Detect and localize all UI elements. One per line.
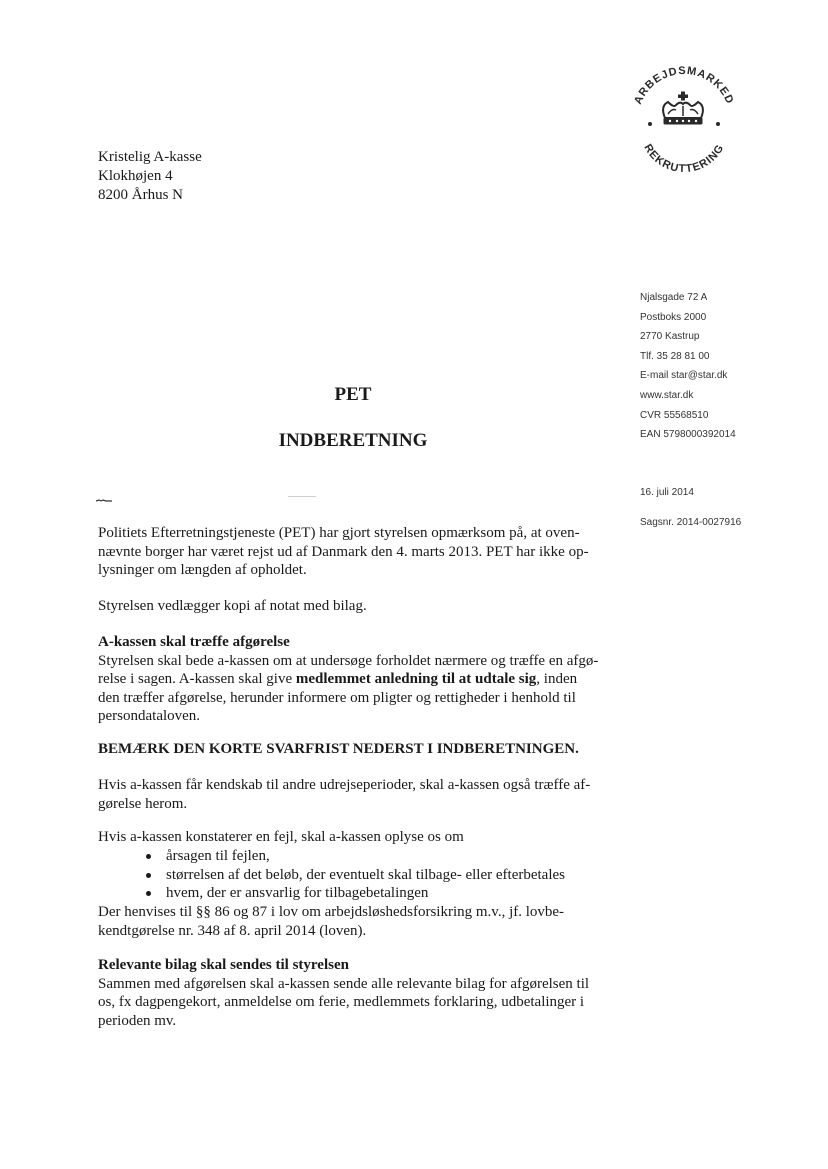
recipient-address	[98, 148, 202, 205]
decision-emphasis: medlemmet anledning til at udtale sig	[295, 671, 537, 687]
recipient-city: 8200 Århus N	[98, 187, 183, 203]
decision-line-2	[98, 670, 618, 689]
seal-top-text: ARBEJDSMARKED	[632, 64, 736, 107]
bullet-icon	[146, 873, 151, 878]
decision-line-1: Styrelsen skal bede a-kassen om at undersøge forholdet nærmere og træffe en afgø-	[98, 652, 599, 669]
intro-line-2: nævnte borger har været rejst ud af Danmark den 4. marts 2013. PET har ikke op-	[98, 543, 589, 560]
sender-postal: 2770 Kastrup	[640, 331, 700, 343]
decision-line-2-pre: relse i sagen. A-kassen skal give	[98, 671, 296, 687]
decision-section	[98, 633, 618, 726]
intro-paragraph	[98, 524, 618, 580]
attachments-section	[98, 956, 618, 1030]
deadline-warning: BEMÆRK DEN KORTE SVARFRIST NEDERST I INDBERETNINGEN.	[98, 741, 579, 757]
recipient-street: Klokhøjen 4	[98, 168, 173, 184]
attachments-line-1: Sammen med afgørelsen skal a-kassen sende alle relevante bilag for afgørelsen til	[98, 975, 590, 992]
attachments-line-3: perioden mv.	[98, 1012, 177, 1029]
other-periods-line-1: Hvis a-kassen får kendskab til andre udrejseperioder, skal a-kassen også træffe af-	[98, 777, 591, 793]
attachments-heading: Relevante bilag skal sendes til styrelsen	[98, 957, 349, 973]
recipient-name: Kristelig A-kasse	[98, 149, 202, 165]
scan-artifact-line	[288, 496, 316, 497]
seal-bottom-text: REKRUTTERING	[641, 142, 727, 176]
crown-seal-icon	[622, 58, 746, 182]
list-item: størrelsen af det beløb, der eventuelt skal tilbage- eller efterbetales	[98, 866, 618, 885]
sender-address: Njalsgade 72 A	[640, 292, 708, 303]
other-periods-paragraph	[98, 776, 618, 813]
list-item: årsagen til fejlen,	[98, 847, 618, 866]
sender-contact-block	[640, 288, 810, 528]
sender-email: E-mail star@star.dk	[640, 370, 728, 382]
list-item: hvem, der er ansvarlig for tilbagebetalingen	[98, 884, 618, 903]
sender-cvr: CVR 55568510	[640, 409, 709, 421]
case-number: Sagsnr. 2014-0027916	[640, 517, 742, 528]
decision-line-3: den træffer afgørelse, herunder informere om pligter og rettigheder i henhold til	[98, 689, 576, 706]
intro-line-3: lysninger om længden af opholdet.	[98, 562, 307, 578]
sender-pobox: Postboks 2000	[640, 311, 707, 323]
error-bullet-list	[98, 847, 618, 903]
intro-line-1: Politiets Efterretningstjeneste (PET) har gjort styrelsen opmærksom på, at oven-	[98, 525, 580, 541]
error-intro: Hvis a-kassen konstaterer en fejl, skal a-kassen oplyse os om	[98, 829, 464, 845]
attachment-note: Styrelsen vedlægger kopi af notat med bilag.	[98, 598, 367, 614]
decision-heading: A-kassen skal træffe afgørelse	[98, 634, 290, 650]
legal-reference	[98, 903, 618, 940]
bullet-icon	[146, 854, 151, 859]
other-periods-line-2: gørelse herom.	[98, 795, 188, 812]
sender-website: www.star.dk	[640, 389, 694, 401]
decision-line-4: persondataloven.	[98, 708, 201, 724]
decision-line-2-post: , inden	[536, 671, 578, 687]
attachments-line-2: os, fx dagpengekort, anmeldelse om ferie, medlemmets forklaring, udbetalinger i	[98, 994, 585, 1010]
letter-date: 16. juli 2014	[640, 487, 694, 498]
legal-line-1: Der henvises til §§ 86 og 87 i lov om arbejdsløshedsforsikring m.v., jf. lovbe-	[98, 904, 565, 920]
legal-line-2: kendtgørelse nr. 348 af 8. april 2014 (loven).	[98, 922, 367, 939]
document-title: PET	[334, 384, 372, 405]
sender-ean: EAN 5798000392014	[640, 429, 736, 441]
bullet-icon	[146, 891, 151, 896]
document-subtitle: INDBERETNING	[278, 430, 428, 451]
redaction-mark	[96, 497, 112, 502]
sender-phone: Tlf. 35 28 81 00	[640, 350, 710, 362]
agency-seal-logo	[622, 58, 746, 182]
